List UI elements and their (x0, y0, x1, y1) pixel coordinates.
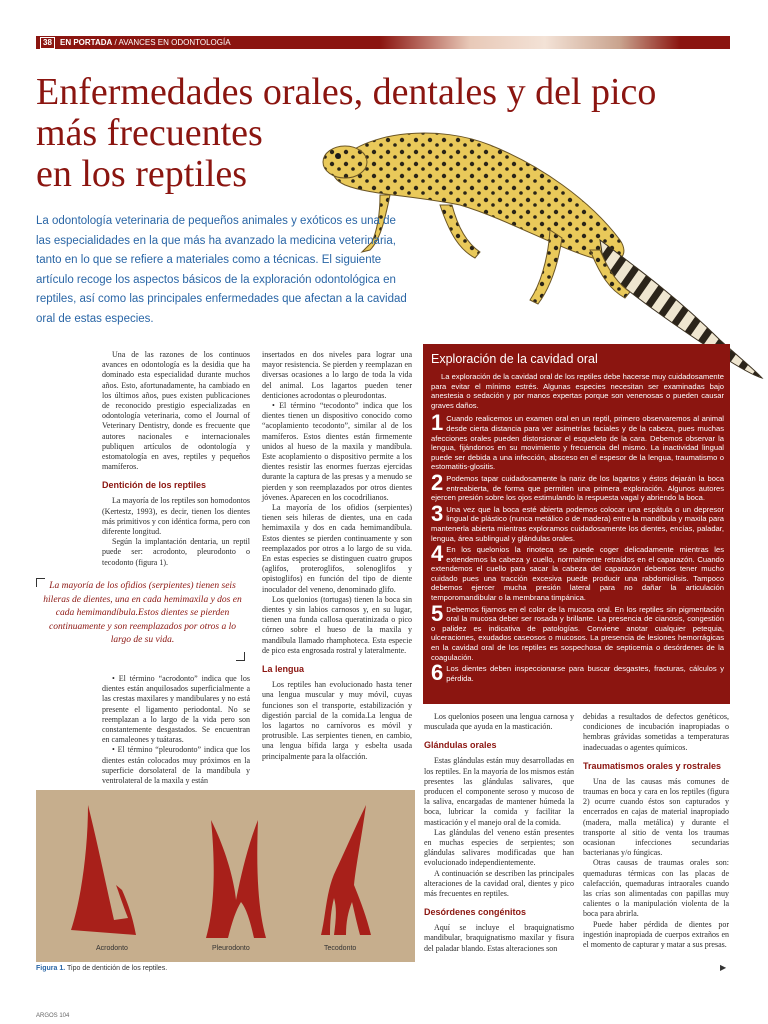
title-line-3: en los reptiles (36, 153, 248, 195)
col1-paragraph-3: Según la implantación dentaria, un reptil puede ser: acrodonto, pleurodonto o tecodonto (figura 1). (102, 537, 250, 567)
column-1-top (102, 350, 250, 568)
column-2 (262, 350, 412, 762)
box-item (431, 541, 724, 603)
heading-desordenes: Desórdenes congénitos (424, 907, 527, 918)
footer-magazine: ARGOS 104 (36, 1013, 70, 1019)
figure-caption-text: Tipo de dentición de los reptiles. (67, 965, 168, 972)
heading-lengua: La lengua (262, 664, 305, 675)
box-item (431, 410, 724, 472)
page-number: 38 (40, 37, 55, 49)
box-item-number: 3 (431, 500, 444, 526)
box-item-number: 6 (431, 660, 444, 686)
col2-paragraph-2: • El término “tecodonto” indica que los dientes tienen un dispositivo conocido como “acoplamiento tecodonto”, similar al de los mamíferos. Estos dientes están firmemente unidos al hueso de la maxila y mandíbula. Este acoplamiento o dispositivo permite a los dientes resistir las enormes fuerzas ejercidas durante la captura de las presas y a menudo se pierden y son reemplazados por otros dientes jóvenes. Aparecen en los cocodrilianos. (262, 401, 412, 502)
col1-paragraph-1: Una de las razones de los continuos avances en odontología es la desidia que ha dominado esta especialidad durante muchos años. Esto, afortunadamente, ha cambiado en los últimos años, pues existen publicaciones de reconocido prestigio especializadas en odontología veterinaria, como el Journal of Veterinary Dentistry, donde es frecuente que autores nacionales e internacionales publiquen artículos de odontología y estomatología en aves, reptiles y pequeños mamíferos. (102, 350, 250, 472)
col1-paragraph-4: • El término “acrodonto” indica que los dientes están anquilosados superficialmente a las crestas maxilares y mandibulares y no está presente el ligamento periodontal. No se reemplazan a lo largo de la vida pero son constantemente desgastados. Se encuentran en camaleones y tuátaras. (102, 674, 250, 745)
box-item-number: 4 (431, 541, 444, 567)
box-item-text: Los dientes deben inspeccionarse para buscar desgastes, fracturas, cálculos y pérdida. (446, 664, 724, 683)
col1-paragraph-2: La mayoría de los reptiles son homodontos (Kertestz, 1993), es decir, tienen los dientes más primitivos y con idéntica forma, pero con diferente longitud. (102, 496, 250, 537)
col2-paragraph-5: Los reptiles han evolucionado hasta tener una lengua muscular y muy móvil, cuyas funciones son el transporte, estabilización y digestión parcial de la comida.La lengua de los lagartos no carnívoros es móvil y protrusible. Las serpientes tienen, en cambio, una lengua bífida larga y esbelta usada principalmente para la olfacción. (262, 680, 412, 761)
col3-paragraph-2: Estas glándulas están muy desarrolladas en los reptiles. En la mayoría de los mismos están presentes las glándulas salivares, que producen el componente seroso y mucoso de la saliva, encargadas de mantener húmeda la boca, lubricar la comida y facilitar la masticación y el manejo oral de la comida. (424, 756, 574, 827)
box-item (431, 660, 724, 686)
teeth-diagram (36, 790, 415, 962)
box-item (431, 600, 724, 663)
box-item-text: Una vez que la boca esté abierta podemos colocar una espátula o un depresor lingual de plástico (nunca metálico o de madera) entre la mandíbula y maxila para mantenerla abierta mientras exploramos cuidadosamente los dientes, encías, paladar, lengua, área sublingual y glándulas orales. (431, 504, 724, 543)
figure-label-acrodonto: Acrodonto (96, 945, 128, 952)
pleurodonto-tooth (206, 820, 266, 938)
figure-caption (36, 965, 167, 972)
col3-paragraph-5: Aquí se incluye el braquignatismo mandibular, braquignatismo maxilar y fisura del paladar blando. Estas alteraciones son (424, 923, 574, 953)
box-item-text: Debemos fijarnos en el color de la mucosa oral. En los reptiles sin pigmentación oral la mucosa deber ser rosada y brillante. La presencia de cianosis, congestión o palidez es indicativa de patologías. Conviene anotar cualquier petequia, ulceraciones, exudados caseosos o mucosos. La presencia de lesiones hemorrágicas en la cavidad oral de los reptiles es sospechosa de septicemia o desórdenes de la coagulación. (431, 604, 724, 662)
figure-1 (36, 790, 415, 962)
intro-paragraph: La odontología veterinaria de pequeños animales y exóticos es una de las especialidades en la que más ha avanzado la medicina veterinaria, tanto en lo que se refiere a materiales como a técnicas. El siguiente artículo recoge los aspectos básicos de la exploración odontológica en reptiles, así como las principales enfermedades que afectan a la cavidad oral de estas especies. (36, 215, 407, 325)
figure-caption-label: Figura 1. (36, 965, 66, 972)
column-4 (583, 712, 729, 950)
header-image-strip (380, 36, 680, 49)
box-title: Exploración de la cavidad oral (431, 352, 598, 366)
column-1-bottom (102, 674, 250, 786)
subsection-name: / AVANCES EN ODONTOLOGÍA (114, 38, 231, 47)
box-item-number: 5 (431, 600, 444, 626)
col4-paragraph-4: Puede haber pérdida de dientes por ingestión inapropiada de cuerpos extraños en el momento de capturar y matar a sus presas. (583, 919, 729, 950)
col3-paragraph-4: A continuación se describen las principales alteraciones de la cavidad oral, dientes y pico más frecuentes en reptiles. (424, 868, 574, 899)
title-line-1: Enfermedades orales, dentales y del pico (36, 71, 657, 113)
col4-paragraph-2: Una de las causas más comunes de traumas en boca y cara en los reptiles (figura 2) ocurre cuando éstos son capturados y encerrados en cajas de material inapropiado (madera, malla metálica) y durante el transporte al sitio de venta los traumas ocasionan infecciones secundarias bacterianas y/o fúngicas. (583, 776, 729, 858)
figure-label-pleurodonto: Pleurodonto (212, 945, 250, 952)
col2-paragraph-3: La mayoría de los ofidios (serpientes) tienen seis hileras de dientes, una en cada hemimaxila y dos en cada hemimandíbula. Estos dientes se pierden continuamente y son reemplazados por otros a lo largo de su vida. En estas especies se distinguen cuatro grupos (aglifos, proteroglifos, solenoglifos y opistoglifos) en función del tipo de diente inoculador del veneno, denominado glifo. (262, 503, 412, 594)
tecodonto-tooth (321, 805, 371, 935)
col3-paragraph-1: Los quelonios poseen una lengua carnosa y musculada que ayuda en la masticación. (424, 712, 574, 732)
box-item-number: 2 (431, 469, 444, 495)
box-item (431, 469, 724, 503)
box-lead: La exploración de la cavidad oral de los reptiles debe hacerse muy cuidadosamente para evitar el mínimo estrés. Algunas especies necesitan ser examinadas bajo anestesia o sedación y por manos expertas porque son venenosas o pueden causar graves daños. (431, 372, 724, 410)
pull-quote: La mayoría de los ofidios (serpientes) tienen seis hileras de dientes, una en cada hemimaxila y dos en cada hemimandíbula.Estos dientes se pierden continuamente y son reemplazados por otros a lo largo de su vida. (43, 581, 242, 645)
figure-label-tecodonto: Tecodonto (324, 945, 357, 952)
heading-denticion: Dentición de los reptiles (102, 480, 207, 491)
section-label (60, 37, 231, 48)
box-item-text: En los quelonios la rinoteca se puede coger delicadamente mientras les extendemos la cabeza y cuello, normalmente retraídos en el caparazón. Cuando extendemos el cuello para sacar la cabeza del caparazón debemos tener mucho cuidado pues una tracción excesiva puede producir una rabdomiolisis. Tampoco debemos ejercer mucha presión lateral para no dañar la articulación temporomandibular o la membrana timpánica. (431, 545, 724, 603)
column-3 (424, 712, 574, 954)
col4-paragraph-1: debidas a resultados de defectos genéticos, condiciones de incubación inapropiadas o hembras grávidas sometidas a temperaturas inadecuadas o agentes químicos. (583, 712, 729, 752)
heading-traumatismos: Traumatismos orales y rostrales (583, 760, 722, 771)
box-item-text: Cuando realicemos un examen oral en un reptil, primero observaremos al animal desde cierta distancia para ver asimetrías faciales y de la cabeza, pues muchas afecciones orales pueden distorsionar el esqueleto de la cara. Debemos observar la lengua, fijándonos en su movimiento y frecuencia del mismo. La inactividad lingual puede ser debida a una infección, absceso en el espesor de la lengua, traumatismo o estomatitis-glositis. (431, 414, 724, 472)
col4-paragraph-3: Otras causas de traumas orales son: quemaduras térmicas con las placas de calefacción, quemaduras intraorales cuando las crías son alimentadas con papillas muy calientes o la manipulación violenta de la boca para abrirla. (583, 858, 729, 919)
box-item (431, 500, 724, 543)
col2-paragraph-4: Los quelonios (tortugas) tienen la boca sin dientes y sin labios carnosos y, en su lugar, tienen una funda callosa queratinizada o pico córneo sobre el hueso de la maxila y mandíbula llamado rhamphoteca. Esta especie de pico esta engrosada rostral y lateralmente. (262, 594, 412, 655)
col1-paragraph-5: • El término “pleurodonto” indica que los dientes están colocados muy próximos en la superficie dorsolateral de la mandíbula y ventrolateral de la maxila y están (102, 745, 250, 786)
section-name: EN PORTADA (60, 38, 113, 47)
title-line-2: más frecuentes (36, 112, 263, 154)
continue-arrow-icon: ▶ (720, 963, 727, 972)
col3-paragraph-3: Las glándulas del veneno están presentes en muchas especies de serpientes; son glándulas salivares modificadas que han evolucionado independientemente. (424, 827, 574, 868)
col2-paragraph-1: insertados en dos niveles para lograr una mayor resistencia. Se pierden y reemplazan en diversas ocasiones a lo largo de toda la vida del animal. Los lagartos pueden tener denticiones acrodontas o pleurodontas. (262, 350, 412, 400)
box-item-number: 1 (431, 410, 444, 436)
acrodonto-tooth (71, 805, 136, 935)
quote-mark-close (236, 652, 245, 661)
box-item-text: Podemos tapar cuidadosamente la nariz de los lagartos y éstos dejarán la boca entreabierta, de forma que permiten una primera exploración. Algunos autores ejercen presión sobre los ojos estimulando la respuesta vagal y abriendo la boca. (431, 473, 724, 503)
exploration-box (423, 344, 730, 704)
heading-glandulas: Glándulas orales (424, 740, 497, 751)
